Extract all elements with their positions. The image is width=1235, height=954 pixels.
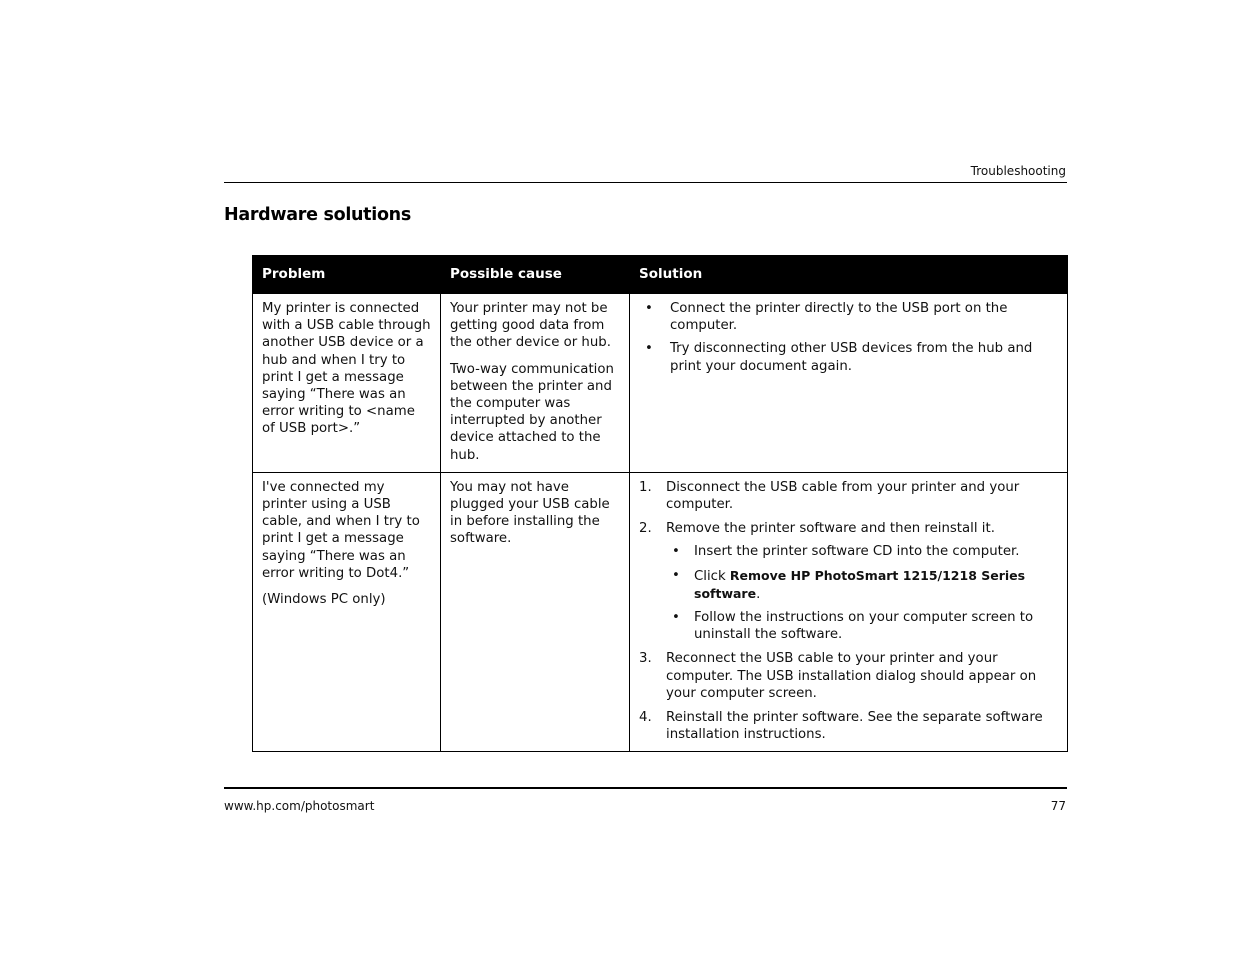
problem-cell bbox=[253, 472, 441, 752]
solution-cell bbox=[630, 294, 1068, 473]
sub-bullet-item bbox=[666, 609, 1058, 643]
column-header-problem: Problem bbox=[253, 256, 441, 294]
solution-steps-list bbox=[639, 479, 1058, 744]
step-number: 2. bbox=[639, 521, 652, 537]
solution-bullet-item bbox=[639, 300, 1058, 334]
cause-text: Your printer may not be getting good data from the other device or hub. bbox=[450, 301, 611, 351]
footer-url: www.hp.com/photosmart bbox=[224, 799, 375, 813]
sub-bullet-text-prefix: Click bbox=[694, 568, 730, 584]
step-text: Reinstall the printer software. See the separate software installation instructions. bbox=[666, 710, 1043, 743]
solution-step bbox=[639, 520, 1058, 643]
table-row bbox=[253, 472, 1068, 752]
step-number: 4. bbox=[639, 710, 652, 726]
bullet-icon: • bbox=[672, 610, 680, 626]
step-number: 3. bbox=[639, 651, 652, 667]
problem-text: My printer is connected with a USB cable through another USB device or a hub and when I try to print I get a message saying “There was an error writing to <name of USB port>.” bbox=[262, 301, 431, 437]
header-rule bbox=[224, 182, 1067, 183]
sub-bullet-text: Insert the printer software CD into the computer. bbox=[694, 544, 1020, 560]
solution-bullet-item bbox=[639, 340, 1058, 374]
bullet-icon: • bbox=[672, 567, 680, 583]
problem-cell bbox=[253, 294, 441, 473]
cause-text: Two-way communication between the printer and the computer was interrupted by another device attached to the hub. bbox=[450, 361, 614, 463]
bullet-icon: • bbox=[672, 544, 680, 560]
running-header: Troubleshooting bbox=[970, 164, 1066, 178]
cause-cell bbox=[441, 294, 630, 473]
column-header-cause: Possible cause bbox=[441, 256, 630, 294]
sub-bullet-item bbox=[666, 543, 1058, 560]
bullet-icon: • bbox=[645, 341, 653, 357]
cause-text: You may not have plugged your USB cable in before installing the software. bbox=[450, 479, 610, 547]
solution-step bbox=[639, 479, 1058, 513]
step-text: Disconnect the USB cable from your printer and your computer. bbox=[666, 479, 1020, 513]
page-number: 77 bbox=[1050, 799, 1066, 813]
section-title: Hardware solutions bbox=[224, 205, 411, 225]
column-header-solution: Solution bbox=[630, 256, 1068, 294]
step-text: Reconnect the USB cable to your printer and your computer. The USB installation dialog should appear on your computer screen. bbox=[666, 651, 1037, 701]
software-name: Remove HP PhotoSmart 1215/1218 Series software bbox=[694, 567, 1026, 601]
step-text: Remove the printer software and then reinstall it. bbox=[666, 521, 995, 537]
sub-bullet-text-suffix: . bbox=[756, 586, 761, 602]
cause-cell bbox=[441, 472, 630, 752]
problem-text: I've connected my printer using a USB cable, and when I try to print I get a message saying “There was an error writing to Dot4.” bbox=[262, 479, 420, 581]
footer-rule bbox=[224, 787, 1067, 789]
hardware-solutions-table bbox=[252, 255, 1068, 752]
solution-bullet-list bbox=[639, 300, 1058, 375]
step-number: 1. bbox=[639, 479, 652, 495]
bullet-icon: • bbox=[645, 301, 653, 316]
solution-step bbox=[639, 709, 1058, 743]
solution-step bbox=[639, 650, 1058, 702]
solution-cell bbox=[630, 472, 1068, 752]
solution-bullet-text: Try disconnecting other USB devices from the hub and print your document again. bbox=[670, 341, 1033, 374]
step-sub-bullet-list bbox=[666, 543, 1058, 643]
problem-note: (Windows PC only) bbox=[262, 592, 386, 608]
table-row bbox=[253, 294, 1068, 473]
sub-bullet-item bbox=[666, 567, 1058, 603]
sub-bullet-text: Follow the instructions on your computer screen to uninstall the software. bbox=[694, 610, 1034, 643]
table-header-row bbox=[253, 256, 1068, 294]
solution-bullet-text: Connect the printer directly to the USB port on the computer. bbox=[670, 301, 1008, 334]
